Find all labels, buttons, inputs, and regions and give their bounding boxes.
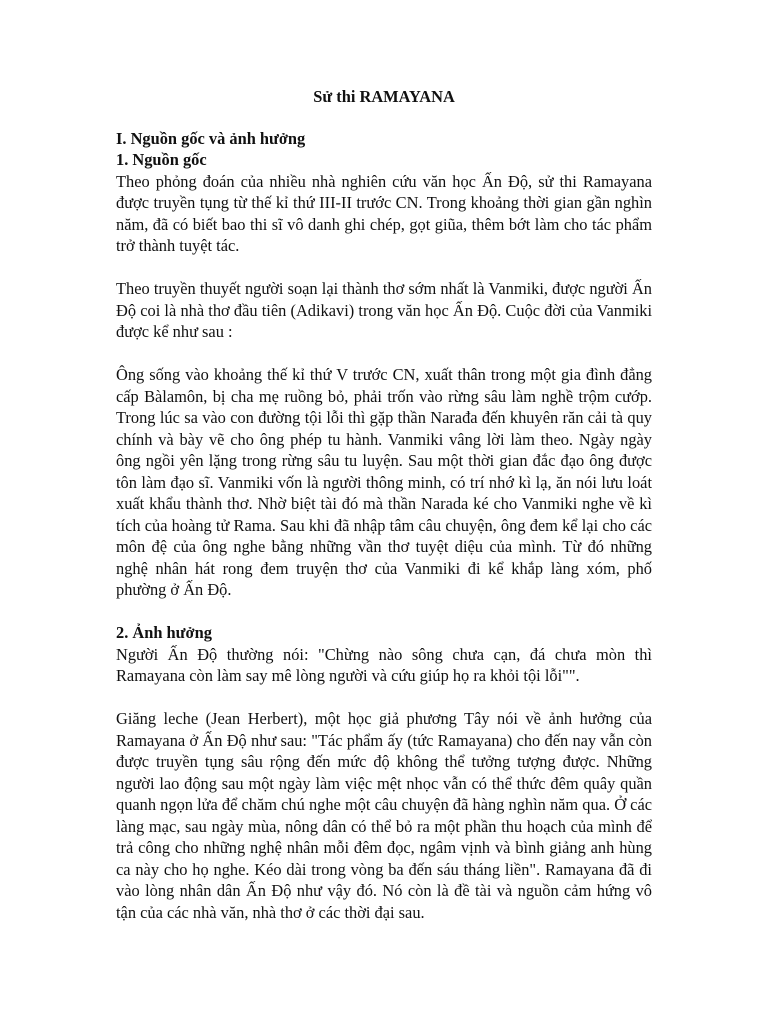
document-title: Sử thi RAMAYANA — [313, 87, 455, 106]
subsection-heading-influence: 2. Ảnh hưởng — [116, 623, 212, 642]
paragraph-jean-herbert: Giăng leche (Jean Herbert), một học giả phương Tây nói về ảnh hưởng của Ramayana ở Ấn Độ như sau: "Tác phẩm ấy (tức Ramayana) cho đến nay vẫn còn được truyền tụng sâu rộng đến mức độ không thể tưởng tượng được. Những người lao động sau một ngày làm việc mệt nhọc vẫn có thể thức đêm quây quần quanh ngọn lửa để chăm chú nghe một câu chuyện đã hàng nghìn năm qua. Ở các làng mạc, sau ngày mùa, nông dân có thể bỏ ra một phần thu hoạch của mình để trả công cho những nghệ nhân mỗi đêm đọc, ngâm vịnh và bình giảng anh hùng ca này cho họ nghe. Kéo dài trong vòng ba đến sáu tháng liền". Ramayana đã đi vào lòng nhân dân Ấn Độ như vậy đó. Nó còn là đề tài và nguồn cảm hứng vô tận của các nhà văn, nhà thơ ở các thời đại sau. — [116, 709, 652, 922]
document-page — [116, 86, 652, 945]
section-heading-origin-influence: I. Nguồn gốc và ảnh hưởng — [116, 128, 306, 148]
paragraph-vanmiki-life: Ông sống vào khoảng thế kỉ thứ V trước CN, xuất thân trong một gia đình đẳng cấp Bàlamôn, bị cha mẹ ruồng bỏ, phải trốn vào rừng sâu làm nghề trộm cướp. Trong lúc sa vào con đường tội lỗi thì gặp thần Narađa đến khuyên răn cải tà quy chính và bày vẽ cho ông phép tu hành. Vanmiki vâng lời làm theo. Ngày ngày ông ngồi yên lặng trong rừng sâu tu luyện. Sau một thời gian đắc đạo ông được tôn làm đạo sĩ. Vanmiki vốn là người thông minh, có trí nhớ kì lạ, ăn nói lưu loát xuất khẩu thành thơ. Nhờ biệt tài đó mà thần Narada ké cho Vanmiki nghe về kì tích của hoàng tử Rama. Sau khi đã nhập tâm câu chuyện, ông đem kể lại cho các môn đệ của ông nghe bằng những vần thơ tuyệt diệu của mình. Từ đó những nghệ nhân hát rong đem truyện thơ của Vanmiki đi kể khắp làng xóm, phố phường ở Ấn Độ. — [116, 365, 652, 599]
paragraph-indian-saying: Người Ấn Độ thường nói: "Chừng nào sông chưa cạn, đá chưa mòn thì Ramayana còn làm say mê lòng người và cứu giúp họ ra khỏi tội lỗi"". — [116, 644, 652, 685]
subsection-heading-origin: 1. Nguồn gốc — [116, 150, 207, 169]
paragraph-origin-intro: Theo phỏng đoán của nhiều nhà nghiên cứu văn học Ấn Độ, sử thi Ramayana được truyền tụng từ thế kỉ thứ III-II trước CN. Trong khoảng thời gian gần nghìn năm, đã có biết bao thi sĩ vô danh ghi chép, gọt giũa, thêm bớt làm cho tác phẩm trở thành tuyệt tác. — [116, 171, 652, 255]
paragraph-vanmiki-legend: Theo truyền thuyết người soạn lại thành thơ sớm nhất là Vanmiki, được người Ấn Độ coi là nhà thơ đầu tiên (Adikavi) trong văn học Ấn Độ. Cuộc đời của Vanmiki được kể như sau : — [116, 279, 652, 341]
